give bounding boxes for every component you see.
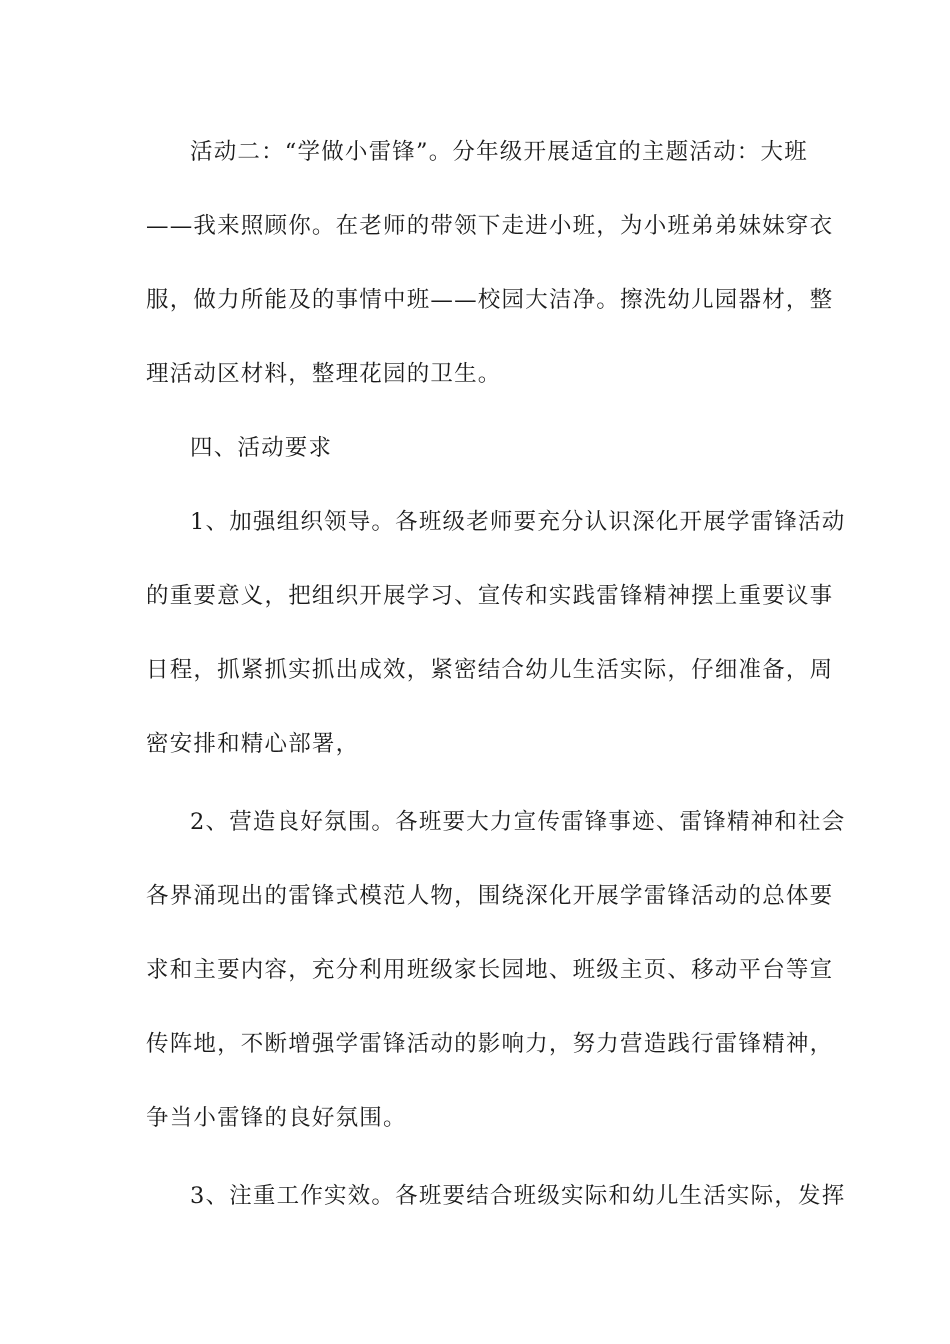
text-line-content: 理活动区材料，整理花园的卫生。 [146, 361, 502, 387]
text-line [0, 1179, 950, 1213]
text-line-content: 求和主要内容，充分利用班级家长园地、班级主页、移动平台等宣 [146, 957, 834, 983]
text-line-content: 3、注重工作实效。各班要结合班级实际和幼儿生活实际，发挥 [190, 1183, 846, 1209]
text-line [0, 209, 950, 243]
text-line [0, 653, 950, 687]
section-heading [0, 431, 950, 465]
text-line-content: 争当小雷锋的良好氛围。 [146, 1105, 407, 1131]
text-line [0, 135, 950, 169]
text-line-content: 的重要意义，把组织开展学习、宣传和实践雷锋精神摆上重要议事 [146, 583, 834, 609]
text-line [0, 727, 950, 761]
section-heading-text: 四、活动要求 [190, 435, 333, 461]
text-line [0, 879, 950, 913]
text-line-content: 日程，抓紧抓实抓出成效，紧密结合幼儿生活实际，仔细准备，周 [146, 657, 834, 683]
text-line-content: 活动二：“学做小雷锋”。分年级开展适宜的主题活动：大班 [190, 139, 808, 165]
text-line-content: 密安排和精心部署， [146, 731, 360, 757]
text-line [0, 1027, 950, 1061]
text-line [0, 283, 950, 317]
text-line [0, 953, 950, 987]
text-line-content: 服，做力所能及的事情中班——校园大洁净。擦洗幼儿园器材，整 [146, 287, 834, 313]
text-line-content: 2、营造良好氛围。各班要大力宣传雷锋事迹、雷锋精神和社会 [190, 809, 846, 835]
text-line [0, 357, 950, 391]
text-line-content: 传阵地，不断增强学雷锋活动的影响力，努力营造践行雷锋精神， [146, 1031, 834, 1057]
text-line [0, 805, 950, 839]
text-line [0, 1101, 950, 1135]
text-line-content: 各界涌现出的雷锋式模范人物，围绕深化开展学雷锋活动的总体要 [146, 883, 834, 909]
text-line [0, 505, 950, 539]
text-line-content: ——我来照顾你。在老师的带领下走进小班，为小班弟弟妹妹穿衣 [146, 213, 834, 239]
text-line [0, 579, 950, 613]
text-line-content: 1、加强组织领导。各班级老师要充分认识深化开展学雷锋活动 [190, 509, 846, 535]
